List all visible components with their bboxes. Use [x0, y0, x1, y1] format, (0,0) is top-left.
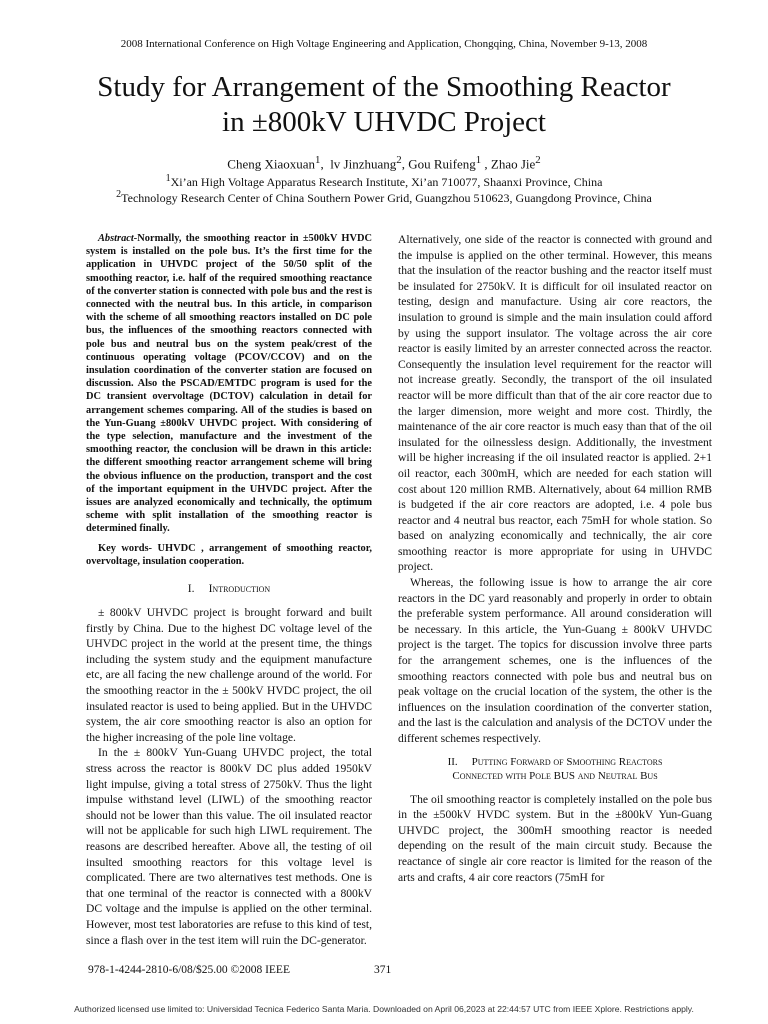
paragraph: Alternatively, one side of the reactor is connected with ground and the impulse is applied on the other terminal. However, this means that the insulation of the reactor bushing and the reactor itself must be insulated for 2750kV. It is difficult for oil insulated reactor on testing, design and manufacture. Using air core reactors, the insulation to ground is simple and the main insulation could afford by using the support insulator. The voltage across the air core reactor is easily limited by an arrester connected across the reactor. Consequently the insulation level requirement for the reactor will not increase greatly. Secondly, the transport of the oil insulated reactor will be more difficult than that of the air core reactor due to the larger dimension, more weight and more cost. Thirdly, the maintenance of the air core reactor is much easy than that of the oil insulated for the oilnessless design. Additionally, the investment will be higher increasing if the oil insulated reactor is applied. 2+1 oil reactor, each 300mH, which are needed for each station will cost about 120 million RMB. Alternatively, about 64 million RMB is budgeted if the air core reactors are adopted, i.e. 4 pole bus reactor and 4 neutral bus reactor, each 75mH for whole station. So based on analyzing economically and technically, the air core smoothing reactor is more appropriate for using in UHVDC project.	[398, 233, 712, 574]
author-separator: ,	[320, 156, 331, 172]
author-affiliation-mark: 2	[535, 154, 541, 166]
affiliation-text: Xi’an High Voltage Apparatus Research Institute, Xi’an 710077, Shaanxi Province, China	[170, 175, 603, 189]
abstract	[86, 232, 372, 536]
section-title-line-1: Putting Forward of Smoothing Reactors	[471, 755, 663, 768]
paragraph: Whereas, the following issue is how to arrange the air core reactors in the DC yard reasonably and properly in order to obtain the preferable system performance. All around consideration will be necessary. In this article, the Yun-Guang ± 800kV UHVDC project is the target. The topics for discussion involve three parts for the arrangement schemes, one is the influences of the smoothing reactors connected with pole bus and neutral bus on peak voltage on the crucial location of the system, the other is the influences on the insulation coordination of the converter station, and the last is the calculation and analysis of the DCTOV under the different schemes respectively.	[398, 576, 712, 745]
author-separator: ,	[401, 156, 409, 172]
title-line-2: in ±800kV UHVDC Project	[222, 106, 546, 138]
licence-notice: Authorized licensed use limited to: Universidad Tecnica Federico Santa Maria. Downloaded on April 06,2023 at 22:44:57 UTC from IEEE Xplore. Restrictions apply.	[74, 1004, 694, 1014]
title-line-1: Study for Arrangement of the Smoothing Reactor	[97, 71, 671, 103]
paragraph: ± 800kV UHVDC project is brought forward and built firstly by China. Due to the highest DC voltage level of the UHVDC project in the world at the present time, the things including the system study and the equipment manufacture etc, are all facing the new challenge around of the world. For the smoothing reactor in the ± 500kV HVDC project, the oil insulated reactor is used to being applied. But in the UHVDC system, the air core smoothing reactor is also an option for the higher increasing of the pole line voltage.	[86, 606, 372, 744]
affiliation-2	[0, 187, 768, 206]
paragraph: The oil smoothing reactor is completely installed on the pole bus in the ±500kV HVDC system. But in the ±800kV Yun-Guang UHVDC project, the 300mH smoothing reactor is needed depending on the result of the main circuit study. Because the reactance of single air core reactor is limited for the reason of the arts and crafts, 4 air core reactors (75mH for	[398, 792, 712, 884]
copyright-footer: 978-1-4244-2810-6/08/$25.00 ©2008 IEEE	[88, 964, 290, 976]
section-title-line-2: Connected with Pole BUS and Neutral Bus	[452, 769, 658, 782]
section-heading-introduction	[86, 582, 372, 596]
section-number: I.	[187, 582, 195, 596]
paragraph: In the ± 800kV Yun-Guang UHVDC project, the total stress across the reactor is 800kV DC plus added 1950kV light impulse, giving a total stress of 2750kV. Thus the light impulse withstand level (LIWL) of the smoothing reactor should not be lower than this value. The oil insulated reactor will not be applicable for such high LIWL requirement. The reasons are described hereafter. Above all, the testing of oil insulted smoothing reactors for this voltage level is complicated. There are two alternatives test methods. One is that one terminal of the reactor is connected with a 800kV DC voltage and the impulse is applied on the other terminal. However, most test laboratories are refuse to this kind of test, since a flash over in the test item will ruin the DC-generator.	[86, 746, 372, 947]
author-name: Zhao Jie	[490, 156, 536, 172]
abstract-text: Normally, the smoothing reactor in ±500kV HVDC system is installed on the pole bus. It’s the first time for the application in UHVDC project of the 50/50 split of the smoothing reactor, i.e. half of the required smoothing reactance of the converter station is connected with pole bus and the rest is connected with the neutral bus. In this article, in comparison with the scheme of all smoothing reactors installed on DC pole bus, the influences of the smoothing reactors connected with pole bus and neutral bus on the system peak/crest of the continuous operating voltage (PCOV/CCOV) and on the insulation coordination of the converter station are focused on discussion. Also the PSCAD/EMTDC program is used for the DC transient overvoltage (DCTOV) calculation in detail for arrangement schemes comparing. All of the studies is based on the Yun-Guang ±800kV UHVDC project. With considering of the type selection, manufacture and the investment of the smoothing reactor, the conclusion will be drawn in this article: the different smoothing reactor arrangement scheme will bring the obvious influence on the production, transport and the cost of the important equipment in the UHVDC project. After the issues are analyzed economically and technically, the optimum scheme with split installation of the smoothing reactor is determined finally.	[86, 233, 372, 535]
author-affiliation-mark: 2	[396, 154, 402, 166]
section-number: II.	[447, 755, 458, 768]
author-affiliation-mark: 1	[475, 154, 482, 166]
abstract-lead: Abstract-	[98, 233, 138, 244]
affiliation-mark: 2	[116, 189, 122, 200]
paper-title	[40, 70, 728, 140]
section-heading-smoothing-reactors	[398, 755, 712, 783]
section-title: Introduction	[208, 582, 271, 596]
author-separator: ,	[481, 156, 491, 172]
author-name: Cheng Xiaoxuan	[227, 156, 316, 172]
conference-header: 2008 International Conference on High Voltage Engineering and Application, Chongqing, China, November 9-13, 2008	[120, 38, 648, 50]
left-column	[86, 232, 372, 948]
keywords: Key words- UHVDC , arrangement of smoothing reactor, overvoltage, insulation cooperation.	[86, 542, 372, 567]
author-name: Gou Ruifeng	[408, 156, 476, 172]
affiliation-text: Technology Research Center of China Southern Power Grid, Guangzhou 510623, Guangdong Province, China	[121, 191, 652, 205]
author-affiliation-mark: 1	[315, 154, 321, 166]
affiliation-mark: 1	[165, 173, 171, 184]
right-column	[398, 232, 712, 885]
page-number: 371	[374, 964, 392, 976]
author-list	[0, 152, 768, 172]
author-name: lv Jinzhuang	[330, 156, 397, 172]
